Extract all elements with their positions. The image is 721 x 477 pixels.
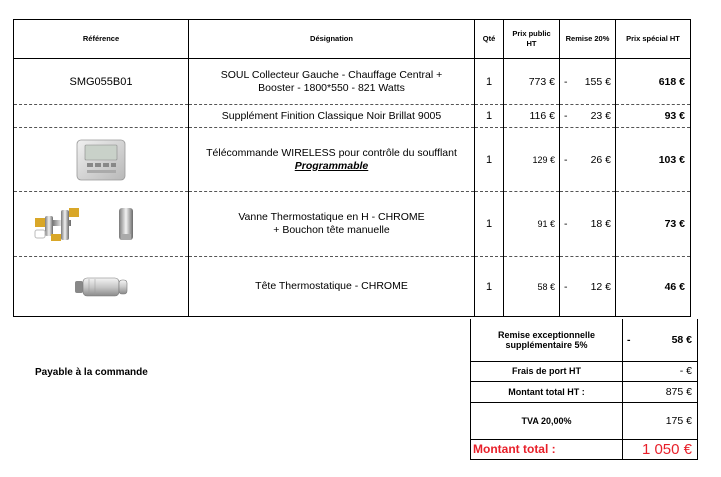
grand-total-label: Montant total : (471, 439, 623, 459)
dash: - (564, 218, 568, 230)
qty-cell: 1 (475, 192, 504, 257)
discount-value: 26 € (590, 153, 611, 166)
valve-image (31, 204, 171, 244)
discount-cell (560, 128, 616, 192)
designation-line2: Programmable (294, 159, 369, 172)
discount-value: 23 € (590, 110, 611, 122)
total-ht-label: Montant total HT : (471, 381, 623, 402)
header-discount: Remise 20% (560, 20, 616, 59)
grand-total-value: 1 050 € (623, 439, 698, 459)
exceptional-discount-row (471, 319, 698, 361)
special-price-cell: 46 € (616, 257, 691, 317)
table-row (14, 59, 691, 105)
designation-line2: Booster - 1800*550 - 821 Watts (258, 81, 405, 94)
remote-control-image (75, 138, 127, 182)
exceptional-discount-line2: supplémentaire 5% (505, 339, 588, 350)
qty-cell: 1 (475, 105, 504, 128)
image-cell (14, 128, 189, 192)
designation-cell: Supplément Finition Classique Noir Brillat 9005 (189, 105, 475, 128)
header-special-price: Prix spécial HT (616, 20, 691, 59)
payment-terms: Payable à la commande (35, 367, 148, 378)
table-row (14, 128, 691, 192)
dash: - (564, 75, 568, 88)
special-price-cell: 73 € (616, 192, 691, 257)
exceptional-discount-amount: 58 € (671, 333, 692, 346)
designation-line1: Télécommande WIRELESS pour contrôle du soufflant (206, 146, 457, 159)
public-price-cell: 58 € (504, 257, 560, 317)
quote-table (13, 19, 691, 317)
header-public-price-line1: Prix public (512, 29, 551, 38)
designation-cell (189, 192, 475, 257)
header-row (14, 20, 691, 59)
table-row (14, 192, 691, 257)
discount-cell (560, 105, 616, 128)
shipping-row (471, 361, 698, 381)
public-price-cell: 116 € (504, 105, 560, 128)
dash: - (564, 153, 568, 166)
exceptional-discount-value (623, 319, 698, 361)
special-price-cell: 103 € (616, 128, 691, 192)
header-designation: Désignation (189, 20, 475, 59)
vat-label: TVA 20,00% (471, 402, 623, 439)
table-row (14, 105, 691, 128)
discount-value: 18 € (590, 218, 611, 230)
discount-cell (560, 59, 616, 105)
discount-cell (560, 257, 616, 317)
designation-line2: + Bouchon tête manuelle (273, 224, 390, 236)
qty-cell: 1 (475, 257, 504, 317)
exceptional-discount-line1: Remise exceptionnelle (497, 329, 596, 340)
vat-value: 175 € (623, 402, 698, 439)
designation-line1: Vanne Thermostatique en H - CHROME (238, 211, 425, 223)
designation-line1: SOUL Collecteur Gauche - Chauffage Central + (220, 68, 443, 81)
image-cell (14, 192, 189, 257)
header-public-price-line2: HT (526, 39, 537, 48)
vat-row (471, 402, 698, 439)
image-cell (14, 257, 189, 317)
grand-total-row (471, 439, 698, 459)
total-ht-value: 875 € (623, 381, 698, 402)
designation-cell: Tête Thermostatique - CHROME (189, 257, 475, 317)
public-price-cell: 129 € (504, 128, 560, 192)
thermostatic-head-image (73, 275, 129, 299)
exceptional-discount-label (471, 319, 623, 361)
summary-table (470, 319, 698, 460)
discount-value: 155 € (584, 75, 611, 88)
header-qty: Qté (475, 20, 504, 59)
special-price-cell: 93 € (616, 105, 691, 128)
qty-cell: 1 (475, 128, 504, 192)
special-price-cell: 618 € (616, 59, 691, 105)
table-row (14, 257, 691, 317)
reference-cell: SMG055B01 (14, 59, 189, 105)
public-price-cell: 773 € (504, 59, 560, 105)
reference-cell (14, 105, 189, 128)
designation-cell (189, 59, 475, 105)
discount-cell (560, 192, 616, 257)
qty-cell: 1 (475, 59, 504, 105)
discount-value: 12 € (590, 280, 611, 293)
designation-cell (189, 128, 475, 192)
header-public-price (504, 20, 560, 59)
dash: - (564, 280, 568, 293)
shipping-label: Frais de port HT (471, 361, 623, 381)
public-price-cell: 91 € (504, 192, 560, 257)
dash: - (627, 333, 631, 346)
shipping-value: - € (623, 361, 698, 381)
header-reference: Référence (14, 20, 189, 59)
dash: - (564, 110, 568, 122)
total-ht-row (471, 381, 698, 402)
